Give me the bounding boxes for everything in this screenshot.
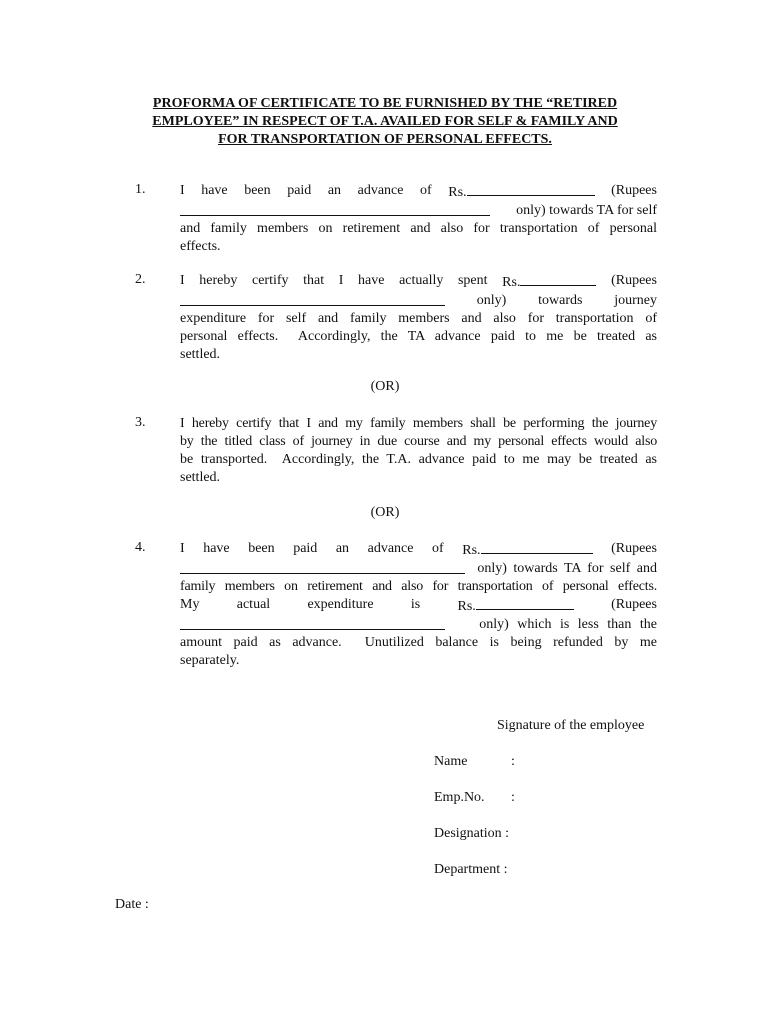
emp-no-label: Emp.No. <box>434 790 485 805</box>
line-text: only) towards TA for self and <box>477 561 657 576</box>
word: Rs. <box>448 185 467 200</box>
amount-blank <box>520 272 596 286</box>
line-text: only) towards TA for self <box>516 203 657 218</box>
word: have <box>358 273 385 288</box>
or-separator-1: (OR) <box>370 379 400 394</box>
item-2-line-3: expenditure for self and family members and also for transportation of <box>180 311 657 326</box>
word: spent <box>457 273 488 288</box>
word: of <box>420 183 432 198</box>
item-2-number: 2. <box>135 272 146 287</box>
item-4-number: 4. <box>135 540 146 555</box>
item-4-line-6: amount paid as advance. Unutilized balance is being refunded by me <box>180 635 657 650</box>
word: paid <box>287 183 312 198</box>
item-3-line-1: I hereby certify that I and my family members shall be performing the journey <box>180 416 657 431</box>
title-line-3: FOR TRANSPORTATION OF PERSONAL EFFECTS. <box>218 132 552 147</box>
word: Rs. <box>457 599 476 614</box>
word: expenditure <box>307 597 374 612</box>
item-2-line-2 <box>180 292 657 310</box>
item-2-paragraph <box>180 272 657 364</box>
item-3-paragraph <box>180 415 657 487</box>
word: an <box>327 183 342 198</box>
date-label: Date : <box>115 897 149 912</box>
item-2-line-4: personal effects. Accordingly, the TA advance paid to me be treated as <box>180 329 657 344</box>
item-3-line-4: settled. <box>180 470 221 485</box>
word: actual <box>236 597 271 612</box>
item-1-line-4: effects. <box>180 239 221 254</box>
word: paid <box>293 541 318 556</box>
item-1-paragraph <box>180 182 657 256</box>
word: I <box>338 273 344 288</box>
amount-blank <box>467 182 595 196</box>
word: actually <box>399 273 444 288</box>
word: (Rupees <box>611 273 657 288</box>
item-2-line-1 <box>180 272 657 292</box>
department-label: Department : <box>434 862 508 877</box>
item-3-number: 3. <box>135 415 146 430</box>
word: an <box>335 541 350 556</box>
amount-blank-group <box>462 540 592 560</box>
page-title <box>110 95 660 149</box>
name-colon: : <box>511 754 515 769</box>
word: towards <box>538 293 583 308</box>
item-1-number: 1. <box>135 182 146 197</box>
name-label: Name <box>434 754 468 769</box>
amount-blank <box>476 596 574 610</box>
amount-blank <box>481 540 593 554</box>
word: (Rupees <box>611 597 657 612</box>
word: My <box>180 597 200 612</box>
word: journey <box>614 293 657 308</box>
word: I <box>180 273 185 288</box>
item-4-line-1 <box>180 540 657 560</box>
item-1-line-2 <box>180 202 657 220</box>
word: I <box>180 183 185 198</box>
item-4-line-5 <box>180 616 657 634</box>
word: only) <box>476 293 507 308</box>
word: hereby <box>199 273 238 288</box>
word: certify <box>251 273 289 288</box>
designation-label: Designation : <box>434 826 510 841</box>
rupees-words-blank <box>180 202 490 216</box>
word: been <box>244 183 271 198</box>
item-4-line-7: separately. <box>180 653 240 668</box>
item-2-line-5: settled. <box>180 347 221 362</box>
item-3-line-2: by the titled class of journey in due course and my personal effects would also <box>180 434 657 449</box>
word: have <box>203 541 230 556</box>
or-separator-2: (OR) <box>370 505 400 520</box>
item-3-line-3: be transported. Accordingly, the T.A. advance paid to me may be treated as <box>180 452 657 467</box>
amount-blank-group <box>502 272 596 292</box>
word: of <box>432 541 444 556</box>
item-4-line-4 <box>180 596 657 616</box>
rupees-words-blank <box>180 616 445 630</box>
item-1-line-3: and family members on retirement and also for transportation of personal <box>180 221 657 236</box>
word: I <box>180 541 185 556</box>
word: that <box>303 273 325 288</box>
amount-blank-group <box>448 182 594 202</box>
item-4-line-3: family members on retirement and also for transportation of personal effects. <box>180 579 657 594</box>
rupees-words-blank <box>180 560 465 574</box>
title-line-2: EMPLOYEE” IN RESPECT OF T.A. AVAILED FOR SELF & FAMILY AND <box>152 114 618 129</box>
item-1-line-1 <box>180 182 657 202</box>
emp-no-colon: : <box>511 790 515 805</box>
title-line-1: PROFORMA OF CERTIFICATE TO BE FURNISHED BY THE “RETIRED <box>152 96 618 111</box>
word: Rs. <box>502 275 521 290</box>
word: (Rupees <box>611 541 657 556</box>
word: Rs. <box>462 543 481 558</box>
word: advance <box>367 541 414 556</box>
item-4-paragraph <box>180 540 657 670</box>
rupees-words-blank <box>180 292 445 306</box>
item-4-line-2 <box>180 560 657 578</box>
word: advance <box>357 183 404 198</box>
signature-label: Signature of the employee <box>497 718 645 733</box>
amount-blank-group <box>458 596 574 616</box>
word: is <box>410 597 421 612</box>
line-text: only) which is less than the <box>479 617 657 632</box>
word: been <box>248 541 275 556</box>
word: (Rupees <box>611 183 657 198</box>
word: have <box>201 183 228 198</box>
